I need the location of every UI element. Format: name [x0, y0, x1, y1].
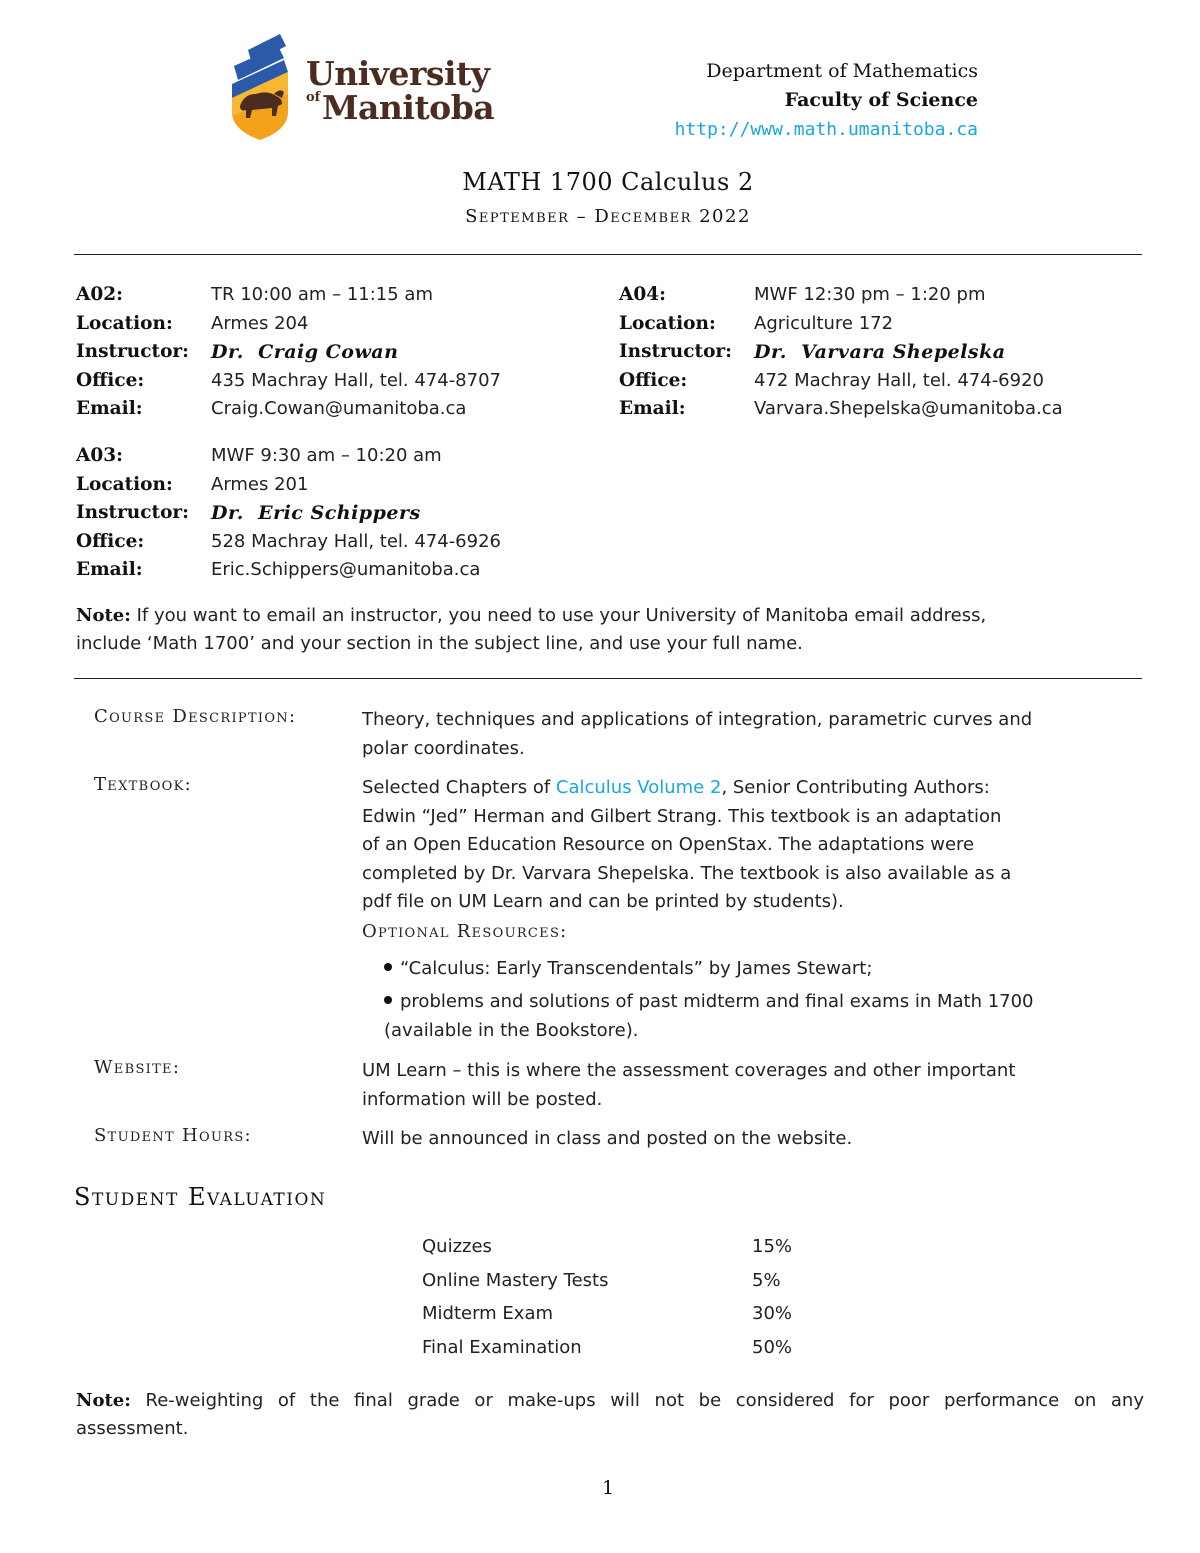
logo-word-university: University [306, 54, 490, 93]
section-office: 435 Machray Hall, tel. 474-8707 [211, 369, 501, 391]
assessment-weight: 15% [752, 1236, 793, 1257]
textbook-line-2: Edwin “Jed” Herman and Gilbert Strang. This textbook is an adaptation [362, 805, 1002, 827]
optional-resource-1-text: “Calculus: Early Transcendentals” by James Stewart; [400, 958, 873, 979]
email-label: Email: [76, 559, 143, 580]
section-email-link[interactable]: Varvara.Shepelska@umanitoba.ca [754, 398, 1063, 419]
section-instructor: Dr. Craig Cowan [211, 341, 399, 363]
optional-resources-label: Optional Resources: [362, 921, 568, 942]
bullet-icon [384, 996, 392, 1004]
page-number: 1 [601, 1477, 615, 1499]
email-note [76, 602, 1146, 658]
assessment-weight: 5% [752, 1269, 781, 1291]
textbook-line-4: completed by Dr. Varvara Shepelska. The textbook is also available as a [362, 862, 1012, 884]
optional-resource-2-line-2: (available in the Bookstore). [384, 1019, 639, 1041]
assessment-weight: 50% [752, 1337, 793, 1359]
email-label: Email: [619, 398, 686, 419]
evaluation-note-line-2: assessment. [76, 1418, 189, 1439]
section-office: 472 Machray Hall, tel. 474-6920 [754, 369, 1044, 391]
section-email-link[interactable]: Craig.Cowan@umanitoba.ca [211, 398, 467, 419]
location-label: Location: [76, 312, 173, 334]
table-row [422, 1230, 832, 1264]
table-row [422, 1264, 832, 1298]
textbook-line-5: pdf file on UM Learn and can be printed by students). [362, 891, 844, 912]
office-label: Office: [76, 530, 145, 552]
assessment-name: Final Examination [422, 1337, 582, 1359]
logo-word-manitoba: Manitoba [322, 88, 495, 127]
email-label: Email: [76, 398, 143, 419]
office-label: Office: [76, 369, 145, 391]
section-a03 [76, 442, 501, 585]
student-hours-text: Will be announced in class and posted on the website. [362, 1128, 853, 1149]
textbook-prefix: Selected Chapters of [362, 777, 556, 798]
table-row [422, 1297, 832, 1331]
website-label: Website: [94, 1057, 181, 1078]
faculty-name: Faculty of Science [784, 89, 978, 111]
textbook-text [362, 774, 1132, 917]
section-time: MWF 9:30 am – 10:20 am [211, 445, 442, 466]
course-title: MATH 1700 Calculus 2 [462, 168, 754, 196]
section-time: TR 10:00 am – 11:15 am [211, 284, 433, 305]
course-description-label: Course Description: [94, 706, 297, 727]
student-hours-label: Student Hours: [94, 1125, 252, 1146]
section-office: 528 Machray Hall, tel. 474-6926 [211, 530, 501, 552]
assessment-name: Online Mastery Tests [422, 1269, 609, 1291]
note-line-2: include ‘Math 1700’ and your section in the subject line, and use your full name. [76, 633, 803, 654]
office-label: Office: [619, 369, 688, 391]
section-a04 [619, 281, 1063, 424]
section-id: A04: [619, 284, 666, 305]
section-id: A02: [76, 284, 123, 305]
instructor-label: Instructor: [619, 341, 732, 362]
description-line-1: Theory, techniques and applications of integration, parametric curves and [362, 709, 1033, 730]
textbook-link[interactable]: Calculus Volume 2 [555, 777, 722, 798]
optional-resource-2-line-1: problems and solutions of past midterm and final exams in Math 1700 [400, 991, 1034, 1012]
assessment-weight: 30% [752, 1303, 793, 1325]
department-block [675, 57, 978, 144]
textbook-line-1-rest: , Senior Contributing Authors: [721, 777, 990, 798]
website-line-1: UM Learn – this is where the assessment coverages and other important [362, 1060, 1016, 1081]
textbook-label: Textbook: [94, 774, 193, 795]
divider-middle [74, 678, 1142, 679]
section-location: Armes 201 [211, 473, 309, 495]
section-location: Armes 204 [211, 312, 309, 334]
university-logo [228, 32, 495, 142]
website-line-2: information will be posted. [362, 1088, 603, 1110]
location-label: Location: [76, 473, 173, 495]
department-url-link[interactable]: http://www.math.umanitoba.ca [674, 119, 978, 140]
section-location: Agriculture 172 [754, 312, 894, 334]
evaluation-table [422, 1230, 832, 1365]
textbook-line-3: of an Open Education Resource on OpenStax. The adaptations were [362, 834, 975, 855]
section-time: MWF 12:30 pm – 1:20 pm [754, 284, 986, 305]
location-label: Location: [619, 312, 716, 334]
section-instructor: Dr. Varvara Shepelska [754, 341, 1006, 363]
logo-word-of: of [306, 90, 321, 105]
section-email-link[interactable]: Eric.Schippers@umanitoba.ca [211, 559, 481, 580]
optional-resource-2 [384, 988, 1144, 1045]
note-label: Note: [76, 605, 131, 626]
evaluation-note [76, 1387, 1144, 1443]
department-name: Department of Mathematics [706, 60, 978, 82]
assessment-name: Quizzes [422, 1236, 492, 1257]
section-a02 [76, 281, 501, 424]
section-instructor: Dr. Eric Schippers [211, 502, 421, 524]
evaluation-note-label: Note: [76, 1390, 131, 1411]
evaluation-note-line-1: Re-weighting of the final grade or make-ups will not be considered for poor performance on any [145, 1390, 1144, 1411]
student-evaluation-heading: Student Evaluation [74, 1183, 327, 1211]
instructor-label: Instructor: [76, 502, 189, 523]
course-term: September – December 2022 [465, 206, 751, 227]
optional-resource-1 [384, 955, 1144, 984]
assessment-name: Midterm Exam [422, 1303, 554, 1325]
note-line-1: If you want to email an instructor, you need to use your University of Manitoba email address, [136, 605, 987, 626]
course-description [362, 706, 1132, 763]
description-line-2: polar coordinates. [362, 737, 525, 759]
bullet-icon [384, 963, 392, 971]
divider-top [74, 254, 1142, 255]
section-id: A03: [76, 445, 123, 466]
website-text [362, 1057, 1132, 1114]
table-row [422, 1331, 832, 1365]
instructor-label: Instructor: [76, 341, 189, 362]
